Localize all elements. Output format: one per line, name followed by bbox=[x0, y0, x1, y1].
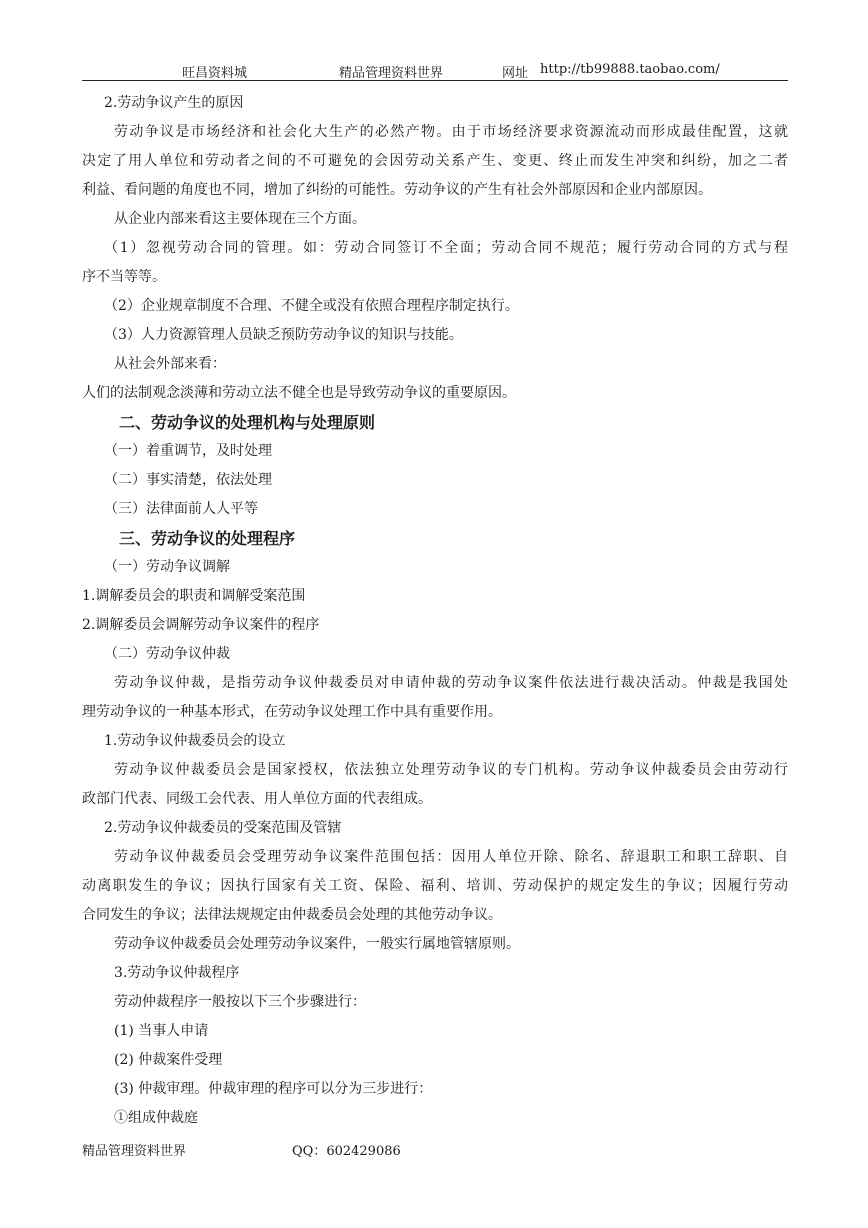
paragraph-line: 劳动争议仲裁委员会处理劳动争议案件，一般实行属地管辖原则。 bbox=[114, 936, 520, 952]
footer-site-name: 精品管理资料世界 bbox=[82, 1144, 187, 1159]
paragraph-line: 动离职发生的争议；因执行国家有关工资、保险、福利、培训、劳动保护的规定发生的争议；因履行劳动 bbox=[82, 878, 788, 894]
paragraph-line: 政部门代表、同级工会代表、用人单位方面的代表组成。 bbox=[82, 791, 432, 807]
list-item: （1）忽视劳动合同的管理。如：劳动合同签订不全面；劳动合同不规范；履行劳动合同的方式与程 bbox=[104, 240, 788, 256]
subsection-heading: 2.劳动争议仲裁委员的受案范围及管辖 bbox=[104, 820, 342, 836]
list-item: (1) 当事人申请 bbox=[114, 1023, 209, 1039]
header-site-name: 精品管理资料世界 bbox=[339, 66, 444, 81]
paragraph-line: 劳动争议仲裁委员会是国家授权，依法独立处理劳动争议的专门机构。劳动争议仲裁委员会由劳动行 bbox=[114, 762, 788, 778]
paragraph-line: 劳动争议仲裁委员会受理劳动争议案件范围包括：因用人单位开除、除名、辞退职工和职工辞职、自 bbox=[114, 849, 788, 865]
list-item: (3) 仲裁审理。仲裁审理的程序可以分为三步进行： bbox=[114, 1081, 433, 1097]
list-item-continuation: 序不当等等。 bbox=[82, 269, 166, 285]
subsection-heading: 1.劳动争议仲裁委员会的设立 bbox=[104, 733, 286, 749]
paragraph-line: 从企业内部来看这主要体现在三个方面。 bbox=[114, 211, 366, 227]
subsection-heading: 2.调解委员会调解劳动争议案件的程序 bbox=[82, 617, 320, 633]
list-item: (2) 仲裁案件受理 bbox=[114, 1052, 223, 1068]
paragraph-line: 劳动争议是市场经济和社会化大生产的必然产物。由于市场经济要求资源流动而形成最佳配置，这就 bbox=[114, 124, 788, 140]
list-item: （2）企业规章制度不合理、不健全或没有依照合理程序制定执行。 bbox=[104, 298, 519, 314]
subsection-heading: 2.劳动争议产生的原因 bbox=[104, 95, 244, 111]
list-item: （一）着重调节，及时处理 bbox=[104, 443, 272, 459]
paragraph-line: 人们的法制观念淡薄和劳动立法不健全也是导致劳动争议的重要原因。 bbox=[82, 385, 516, 401]
header-shop-name: 旺昌资料城 bbox=[182, 66, 248, 81]
paragraph-line: 合同发生的争议；法律法规规定由仲裁委员会处理的其他劳动争议。 bbox=[82, 907, 502, 923]
subsection-heading: 1.调解委员会的职责和调解受案范围 bbox=[82, 588, 306, 604]
paragraph-line: 劳动争议仲裁，是指劳动争议仲裁委员对申请仲裁的劳动争议案件依法进行裁决活动。仲裁是我国处 bbox=[114, 675, 788, 691]
section-heading: 二、劳动争议的处理机构与处理原则 bbox=[119, 413, 376, 432]
footer-qq: QQ：602429086 bbox=[292, 1144, 401, 1159]
document-body bbox=[82, 89, 788, 1133]
subsection-heading: 3.劳动争议仲裁程序 bbox=[114, 965, 240, 981]
page-header bbox=[82, 60, 788, 81]
header-url-link[interactable]: http://tb99888.taobao.com/ bbox=[540, 62, 720, 77]
list-item: ①组成仲裁庭 bbox=[114, 1110, 198, 1126]
paragraph-line: 理劳动争议的一种基本形式，在劳动争议处理工作中具有重要作用。 bbox=[82, 704, 502, 720]
section-heading: 三、劳动争议的处理程序 bbox=[119, 529, 296, 548]
list-item: （二）事实清楚，依法处理 bbox=[104, 472, 272, 488]
list-item: （3）人力资源管理人员缺乏预防劳动争议的知识与技能。 bbox=[104, 327, 463, 343]
paragraph-line: 决定了用人单位和劳动者之间的不可避免的会因劳动关系产生、变更、终止而发生冲突和纠纷，加之二者 bbox=[82, 153, 788, 169]
subsection-heading: （二）劳动争议仲裁 bbox=[104, 646, 230, 662]
subsection-heading: （一）劳动争议调解 bbox=[104, 559, 230, 575]
header-url-label: 网址 bbox=[502, 66, 529, 81]
paragraph-line: 从社会外部来看： bbox=[114, 356, 226, 372]
list-item: （三）法律面前人人平等 bbox=[104, 501, 258, 517]
paragraph-line: 利益、看问题的角度也不同，增加了纠纷的可能性。劳动争议的产生有社会外部原因和企业内部原因。 bbox=[82, 182, 712, 198]
paragraph-line: 劳动仲裁程序一般按以下三个步骤进行： bbox=[114, 994, 366, 1010]
